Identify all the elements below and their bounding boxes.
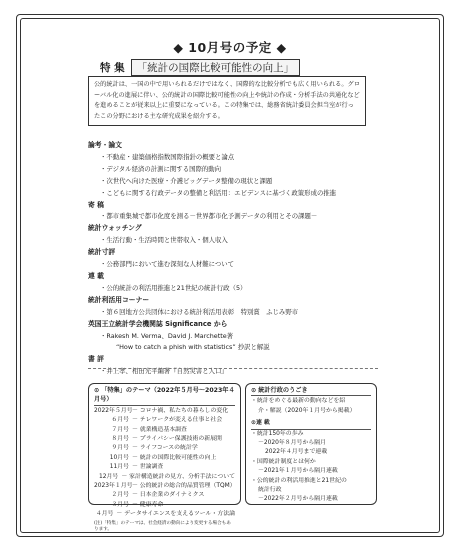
theme-cell: － 家計構造統計の見方、分析手法について [121,473,235,480]
list-item: ・公務部門において進む深刻な人材難について [100,260,235,269]
theme-cell: － 日本企業のダイナミクス [132,492,205,499]
serial-heading: 連 載 [255,420,270,427]
table-row [94,444,235,453]
feature-abstract: 公的統計は、一国の中で用いられるだけではなく、国際的な比較分析でも広く用いられる。グローバル化の進展に伴い、公的統計の国際比較可能性の向上や統計の作成・分析手法の共通化などを進めることが従来以上に重要になっている。この特集では、総務省統計委員会担当室が行ったこの分野における主な研究成果を紹介する。 [88,76,366,126]
month-cell: 10月号 [109,454,129,461]
section-heading: 寄 稿 [88,200,104,209]
month-cell: ７月号 [111,426,129,433]
section-heading: 統計ウォッチング [88,224,142,233]
admin-news-panel [245,383,377,505]
bullet-icon: ⊙ [251,420,256,427]
list-item: ・井上孝、相田光平編著『自然災害と人口』 [100,367,228,376]
panel-heading: 「特集」のテーマ（2022年５月号～2023年４月号） [94,387,235,404]
theme-cell: － 健康寿命 [132,501,164,508]
month-cell: 12月号 [99,473,119,480]
bullet-icon: ⊙ [94,387,100,394]
month-cell: ２月号 [111,492,129,499]
table-row [94,435,235,444]
theme-cell: － プライバシー保護技術の新展開 [132,436,222,443]
table-row [94,416,235,425]
theme-cell: － テレワークが変える仕事と社会 [132,417,223,424]
section-heading: 書 評 [88,355,104,364]
list-item: ・次世代へ向けた医療・介護ビッグデータ整備の現状と課題 [100,176,273,185]
table-row [94,482,235,491]
month-cell: ８月号 [111,436,129,443]
theme-cell: － 世論調査 [132,464,164,471]
list-item: ・不動産・建築価格指数国際指針の概要と論点 [100,152,235,161]
theme-cell: － ライフコースの統計学 [132,445,198,452]
list-item: ・国際統計制度とは何か [251,458,316,465]
table-row [94,426,235,435]
list-item: 介・解説（2020年１月号から掲載） [258,407,356,414]
month-cell: ４月号 [95,511,114,518]
section-heading: 統計利活用コーナー [88,295,150,304]
month-cell: 11月号 [109,464,129,471]
list-item: ・第６回地方公共団体における統計利活用表彰 特別賞 ふじみ野市 [100,307,299,316]
table-row [94,473,235,482]
list-item: ・公的統計の利活用推進と21世紀の統計行政（5） [100,283,247,292]
table-row [94,501,235,510]
theme-cell: － データサイエンスを支えるツール・方法論 [116,511,235,518]
table-row [94,463,235,472]
list-item: ・こどもに関する行政データの整備と利活用：エビデンスに基づく政策形成の推進 [100,188,337,197]
feature-label: 特 集 [100,62,125,74]
feature-title: 「統計の国際比較可能性の向上」 [131,59,301,76]
section-heading: 論考・論文 [88,141,122,149]
list-item: －2021年１月号から隔月連載 [258,468,338,475]
feature-themes-panel [88,383,241,532]
contents-list [88,140,388,378]
list-item: －2022年２月号から隔月連載 [258,496,338,503]
table-row [94,454,235,463]
list-item: ・生活行動・生活時間と世帯収入・個人収入 [100,236,228,245]
theme-cell: － 公的統計の総合的品質管理（TQM） [132,483,236,490]
issue-title: ◆ 10月号の予定 ◆ [173,40,287,55]
section-heading: 英国王立統計学会機関誌 Significance から [88,319,228,328]
list-item: ・デジタル経済の計測に関する国際的動向 [100,164,222,173]
list-item: ・都市重集城で都市化度を測る－世界都市化予測データの利用とその課題－ [100,212,318,221]
panel-heading: 統計行政のうごき [258,387,308,394]
list-item: ・公的統計の利活用推進と21世紀の [251,477,347,484]
list-item: 2022年４月号まで連載 [265,449,328,456]
section-heading: 連 載 [88,271,104,280]
theme-cell: － コロナ禍、私たちの暮らしの変化 [132,407,229,414]
section-heading: 統計寸評 [88,248,116,257]
list-item: “How to catch a phish with statistics” 抄訳と解説 [116,343,270,352]
month-cell: ３月号 [111,501,129,508]
list-item: ・Rakesh M. Verma、David J. Marchette著 [100,331,234,340]
table-row [94,407,235,416]
month-cell: 2022年５月号 [94,407,133,414]
theme-cell: － 統計の国際比較可能性の向上 [132,454,217,461]
bullet-icon: ⊙ [251,387,257,394]
month-cell: 2023年１月号 [94,483,133,490]
table-row [94,491,235,500]
list-item: ・統計をめぐる最新の動向などを紹 [251,398,346,405]
footnote: (注)「特集」のテーマは、社会経済の動向により変更する場合もあります。 [94,520,231,532]
month-cell: ６月号 [111,417,129,424]
list-item: －2020年８月号から隔月 [258,440,327,447]
theme-cell: － 就業構造基本調査 [132,426,187,433]
list-item: ・統計150年の歩み [251,430,304,437]
divider [88,368,378,369]
month-cell: ９月号 [111,445,129,452]
table-row [94,510,235,519]
list-item: 統計行政 [258,487,282,494]
feature-heading [100,59,300,76]
